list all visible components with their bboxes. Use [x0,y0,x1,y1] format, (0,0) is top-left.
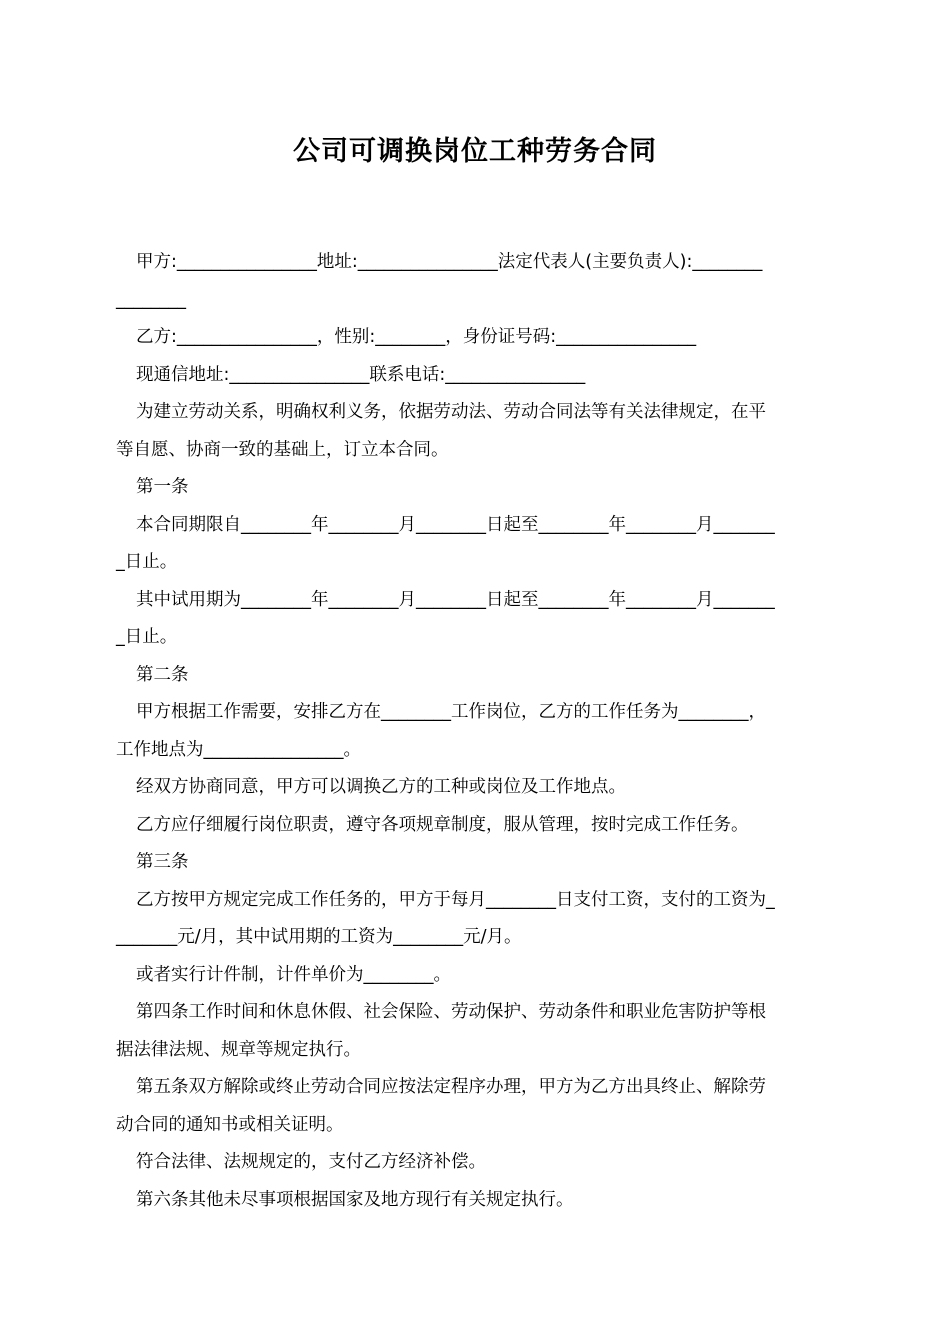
piece-rate-clause: 或者实行计件制，计件单价为________。 [136,964,451,985]
job-assignment-line-2: 工作地点为________________。 [116,739,361,760]
article-4-line-1: 第四条工作时间和休息休假、社会保险、劳动保护、劳动条件和职业危害防护等根 [136,1002,766,1022]
party-b-contact-line: 现通信地址:________________联系电话:________________ [136,364,586,385]
salary-line-1: 乙方按甲方规定完成工作任务的，甲方于每月________日支付工资，支付的工资为_ [136,889,775,910]
contract-body [116,244,836,1219]
party-a-line: 甲方:________________地址:________________法定代表人(主要负责人):________ [136,252,763,272]
preamble-line-2: 等自愿、协商一致的基础上，订立本合同。 [116,439,449,460]
probation-term-line-2: _日止。 [116,627,178,647]
compensation-clause: 符合法律、法规规定的，支付乙方经济补偿。 [136,1152,486,1172]
contract-term-line-1: 本合同期限自________年________月________日起至________年________月_______ [136,514,775,535]
duty-clause: 乙方应仔细履行岗位职责，遵守各项规章制度，服从管理，按时完成工作任务。 [136,814,749,835]
party-a-line-continued: ________ [116,289,186,310]
job-assignment-line-1: 甲方根据工作需要，安排乙方在________工作岗位，乙方的工作任务为________， [136,702,766,722]
article-2-heading: 第二条 [136,664,189,685]
document-title: 公司可调换岗位工种劳务合同 [293,136,657,167]
contract-term-line-2: _日止。 [116,552,178,572]
party-b-line: 乙方:________________，性别:________，身份证号码:________________ [136,327,697,347]
article-4-line-2: 据法律法规、规章等规定执行。 [116,1039,361,1060]
article-1-heading: 第一条 [136,477,189,497]
probation-term-line-1: 其中试用期为________年________月________日起至________年________月_______ [136,589,775,610]
salary-line-2: _______元/月，其中试用期的工资为________元/月。 [116,927,522,947]
article-3-heading: 第三条 [136,852,189,872]
preamble-line-1: 为建立劳动关系，明确权利义务，依据劳动法、劳动合同法等有关法律规定，在平 [136,402,766,422]
job-adjustment-clause: 经双方协商同意，甲方可以调换乙方的工种或岗位及工作地点。 [136,777,626,797]
article-5-line-1: 第五条双方解除或终止劳动合同应按法定程序办理，甲方为乙方出具终止、解除劳 [136,1077,766,1097]
article-5-line-2: 动合同的通知书或相关证明。 [116,1114,344,1135]
article-6-line: 第六条其他未尽事项根据国家及地方现行有关规定执行。 [136,1189,574,1210]
